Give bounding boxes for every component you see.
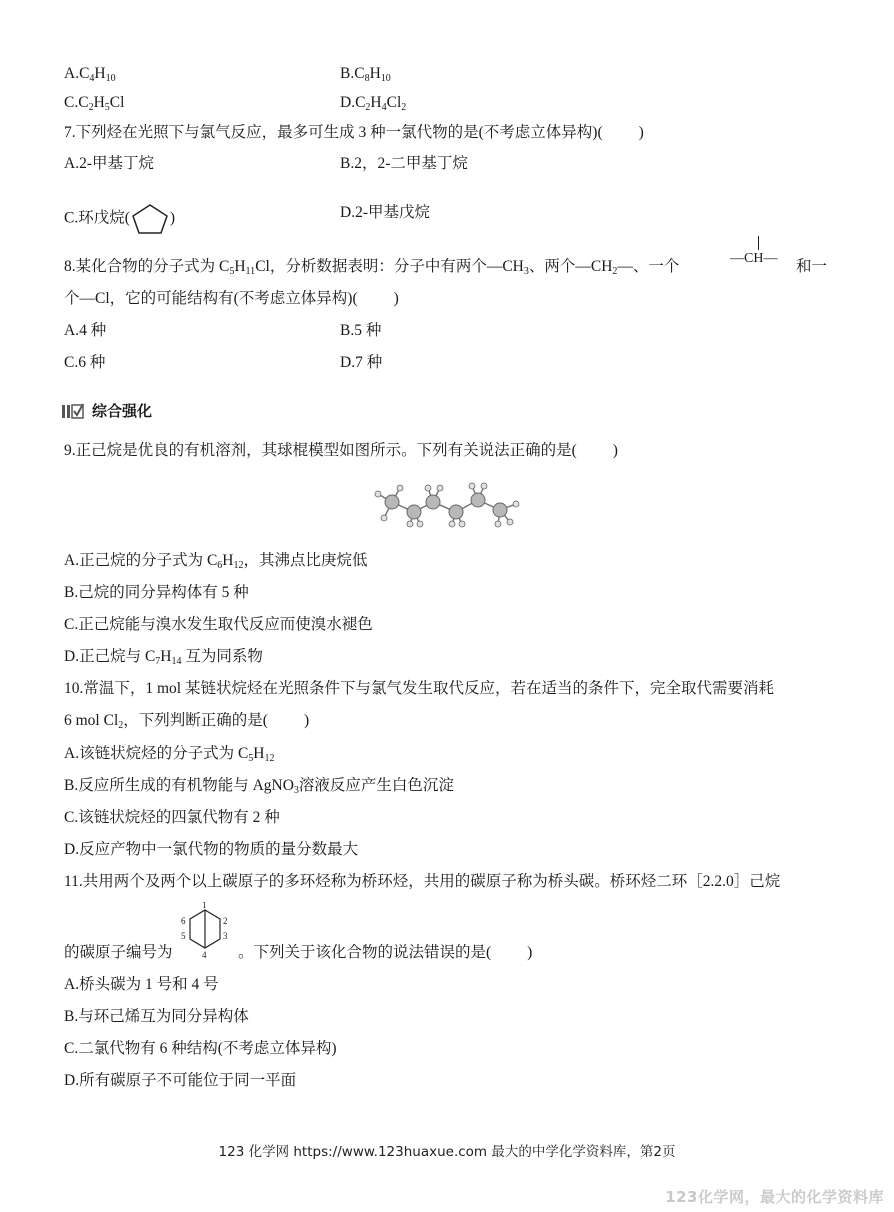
q11-option-d: D.所有碳原子不可能位于同一平面 xyxy=(64,1072,297,1089)
q8-stem-line2: 个—Cl，它的可能结构有(不考虑立体异构)( ) xyxy=(64,290,399,307)
watermark: 123化学网，最大的化学资料库 xyxy=(665,1188,884,1206)
carbon-number-5: 5 xyxy=(181,931,186,941)
q8-stem-line1: 8.某化合物的分子式为 $C_5H_{11}Cl$，分析数据表明：分子中有两个$—CH_3$、两个$—CH_2—$、一个 xyxy=(64,258,680,277)
carbon-number-6: 6 xyxy=(181,916,186,926)
q10-option-d: D.反应产物中一氯代物的物质的量分数最大 xyxy=(64,841,359,858)
q8-option-b: B.5 种 xyxy=(340,322,382,339)
q6-option-d: $D.C_2H_4Cl_2$ xyxy=(340,94,407,113)
q10-stem-line1: 10.常温下，1 mol 某链状烷烃在光照条件下与氯气发生取代反应，若在适当的条件下，完全取代需要消耗 xyxy=(64,680,774,697)
carbon-number-3: 3 xyxy=(223,931,228,941)
q8-option-d: D.7 种 xyxy=(340,354,383,371)
q11-option-b: B.与环己烯互为同分异构体 xyxy=(64,1008,249,1025)
cyclopentane-structure xyxy=(130,203,170,235)
bicyclohexane-structure xyxy=(178,902,234,962)
q10-option-c: C.该链状烷烃的四氯代物有 2 种 xyxy=(64,809,280,826)
q6-option-a: $A.C_4H_{10}$ xyxy=(64,65,116,84)
hexane-ball-stick-model xyxy=(370,480,530,528)
q7-option-a: A.2-甲基丁烷 xyxy=(64,155,154,172)
q11-stem-line2-start: 的碳原子编号为 xyxy=(64,944,173,961)
q9-option-a: A.正己烷的分子式为 $C_6H_{12}$，其沸点比庚烷低 xyxy=(64,552,368,571)
q10-option-b: B.反应所生成的有机物能与 AgNO$_3$溶液反应产生白色沉淀 xyxy=(64,777,454,796)
q11-stem-line1: 11.共用两个及两个以上碳原子的多环烃称为桥环烃，共用的碳原子称为桥头碳。桥环烃二环［2.2.0］己烷 xyxy=(64,873,781,890)
section-heading: 综合强化 xyxy=(62,400,152,421)
q9-option-b: B.己烷的同分异构体有 5 种 xyxy=(64,584,249,601)
q9-option-d: D.正己烷与 $C_7H_{14}$ 互为同系物 xyxy=(64,648,263,667)
carbon-number-1: 1 xyxy=(202,902,207,910)
q8-option-c: C.6 种 xyxy=(64,354,106,371)
carbon-number-4: 4 xyxy=(202,950,207,960)
carbon-number-2: 2 xyxy=(223,916,228,926)
q7-option-b: B.2，2-二甲基丁烷 xyxy=(340,155,468,172)
check-icon xyxy=(62,403,84,419)
q10-stem-line2: 6 mol $Cl_2$，下列判断正确的是( ) xyxy=(64,712,310,731)
q7-option-c: C.环戊烷( ) xyxy=(64,203,175,235)
q11-option-c: C.二氯代物有 6 种结构(不考虑立体异构) xyxy=(64,1040,337,1057)
page-footer: 123 化学网 https://www.123huaxue.com 最大的中学化学资料库，第2页 xyxy=(218,1144,676,1160)
q6-option-c: $C.C_2H_5Cl$ xyxy=(64,94,125,113)
q8-option-a: A.4 种 xyxy=(64,322,107,339)
q7-stem: 7.下列烃在光照下与氯气反应，最多可生成 3 种一氯代物的是(不考虑立体异构)( ) xyxy=(64,124,644,141)
ch-group-structure: —CH— xyxy=(730,236,788,276)
q8-stem-line1-end: 和一 xyxy=(796,258,828,275)
q9-option-c: C.正己烷能与溴水发生取代反应而使溴水褪色 xyxy=(64,616,373,633)
q10-option-a: A.该链状烷烃的分子式为 $C_5H_{12}$ xyxy=(64,745,275,764)
q11-option-a: A.桥头碳为 1 号和 4 号 xyxy=(64,976,219,993)
q6-option-b: $B.C_8H_{10}$ xyxy=(340,65,391,84)
q7-option-d: D.2-甲基戊烷 xyxy=(340,204,430,221)
q11-stem-line2-end: 。下列关于该化合物的说法错误的是( ) xyxy=(238,944,533,961)
q9-stem: 9.正己烷是优良的有机溶剂，其球棍模型如图所示。下列有关说法正确的是( ) xyxy=(64,442,618,459)
